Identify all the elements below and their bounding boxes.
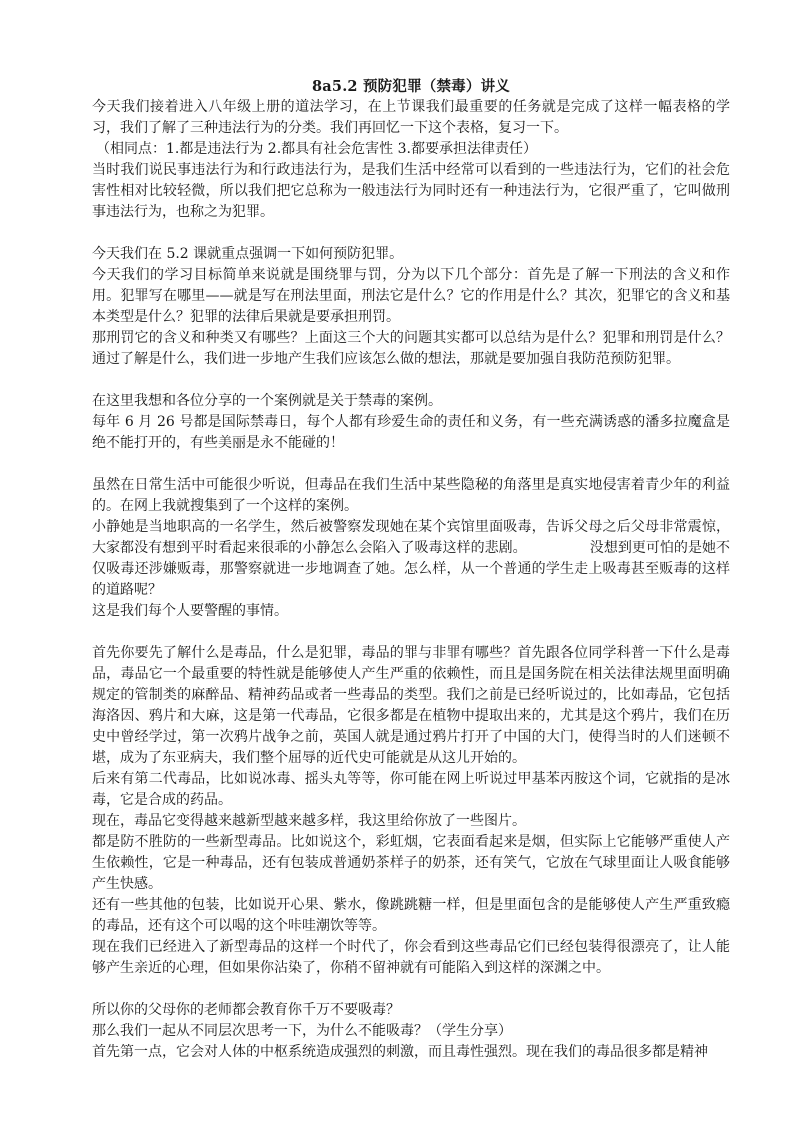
paragraph-intro: 今天我们接着进入八年级上册的道法学习，在上节课我们最重要的任务就是完成了这样一幅表格的学习，我们了解了三种违法行为的分类。我们再回忆一下这个表格，复习一下。 (92, 99, 730, 136)
paragraph-new-era: 现在我们已经进入了新型毒品的这样一个时代了，你会看到这些毒品它们已经包装得很漂亮了，让人能够产生亲近的心理，但如果你沾染了，你稍不留神就有可能陷入到这样的深渊之中。 (92, 939, 730, 976)
paragraph-goals: 今天我们的学习目标简单来说就是围绕罪与罚，分为以下几个部分：首先是了解一下刑法的含义和作用。犯罪写在哪里——就是写在刑法里面，刑法它是什么？它的作用是什么？其次，犯罪它的含义和基本类型是什么？犯罪的法律后果就是要承担刑罚。 (92, 267, 730, 325)
blank-line (92, 454, 730, 475)
paragraph-case-intro: 在这里我想和各位分享的一个案例就是关于禁毒的案例。 (92, 393, 442, 409)
paragraph-warning: 这是我们每个人要警醒的事情。 (92, 603, 288, 619)
paragraph-punishment: 那刑罚它的含义和种类又有哪些？上面这三个大的问题其实都可以总结为是什么？犯罪和刑罚是什么？通过了解是什么，我们进一步地产生我们应该怎么做的想法，那就是要加强自我防范预防犯罪。 (92, 330, 730, 367)
blank-line (92, 370, 730, 391)
paragraph-hidden-harm: 虽然在日常生活中可能很少听说，但毒品在我们生活中某些隐秘的角落里是真实地侵害着青少年的利益的。在网上我就搜集到了一个这样的案例。 (92, 477, 730, 514)
paragraph-parents: 所以你的父母你的老师都会教育你千万不要吸毒？ (92, 1002, 400, 1018)
paragraph-why-not: 那么我们一起从不同层次思考一下，为什么不能吸毒？（学生分享） (92, 1023, 512, 1039)
paragraph-lesson-focus: 今天我们在 5.2 课就重点强调一下如何预防犯罪。 (92, 246, 404, 262)
paragraph-first-point: 首先第一点，它会对人体的中枢系统造成强烈的刺激，而且毒性强烈。现在我们的毒品很多都是精神 (92, 1044, 708, 1060)
paragraph-second-gen: 后来有第二代毒品，比如说冰毒、摇头丸等等，你可能在网上听说过甲基苯丙胺这个词，它就指的是冰毒，它是合成的药品。 (92, 771, 730, 808)
blank-line (92, 223, 730, 244)
blank-line (92, 979, 730, 1000)
blank-line (92, 622, 730, 643)
paragraph-what-is-drug: 首先你要先了解什么是毒品，什么是犯罪，毒品的罪与非罪有哪些？首先跟各位同学科普一下什么是毒品，毒品它一个最重要的特性就是能够使人产生严重的依赖性，而且是国务院在相关法律法规里面明确规定的管制类的麻醉品、精神药品或者一些毒品的类型。我们之前是已经听说过的，比如毒品，它包括海洛因、鸦片和大麻，这是第一代毒品，它很多都是在植物中提取出来的，尤其是这个鸦片，我们在历史中曾经学过，第一次鸦片战争之前，英国人就是通过鸦片打开了中国的大门，使得当时的人们迷顿不堪，成为了东亚病夫，我们整个屈辱的近代史可能就是从这儿开始的。 (92, 645, 730, 766)
paragraph-drug-day: 每年 6 月 26 号都是国际禁毒日，每个人都有珍爱生命的责任和义务，有一些充满诱惑的潘多拉魔盒是绝不能打开的，有些美丽是永不能碰的！ (92, 414, 730, 451)
paragraph-new-types: 现在，毒品它变得越来越新型越来越多样，我这里给你放了一些图片。 (92, 813, 526, 829)
paragraph-other-packaging: 还有一些其他的包装，比如说开心果、紫水，像跳跳糖一样，但是里面包含的是能够使人产生严重致瘾的毒品，还有这个可以喝的这个咔哇潮饮等等。 (92, 897, 730, 934)
paragraph-rainbow-smoke: 都是防不胜防的一些新型毒品。比如说这个，彩虹烟，它表面看起来是烟，但实际上它能够严重使人产生依赖性，它是一种毒品，还有包装成普通奶茶样子的奶茶，还有笑气，它放在气球里面让人吸食能够产生快感。 (92, 834, 730, 892)
paragraph-similarities: （相同点：1.都是违法行为 2.都具有社会危害性 3.都要承担法律责任） (96, 141, 537, 157)
paragraph-case-xiaojing: 小静她是当地职高的一名学生，然后被警察发现她在某个宾馆里面吸毒，告诉父母之后父母非常震惊，大家都没有想到平时看起来很乖的小静怎么会陷入了吸毒这样的悲剧。 没想到更可怕的是她不仅吸毒还涉嫌贩毒，那警察就进一步地调查了她。怎么样，从一个普通的学生走上吸毒甚至贩毒的这样的道路呢？ (92, 519, 730, 598)
document-title: 8a5.2 预防犯罪（禁毒）讲义 (312, 78, 510, 95)
paragraph-violations: 当时我们说民事违法行为和行政违法行为，是我们生活中经常可以看到的一些违法行为，它们的社会危害性相对比较轻微，所以我们把它总称为一般违法行为同时还有一种违法行为，它很严重了，它叫做刑事违法行为，也称之为犯罪。 (92, 162, 730, 220)
